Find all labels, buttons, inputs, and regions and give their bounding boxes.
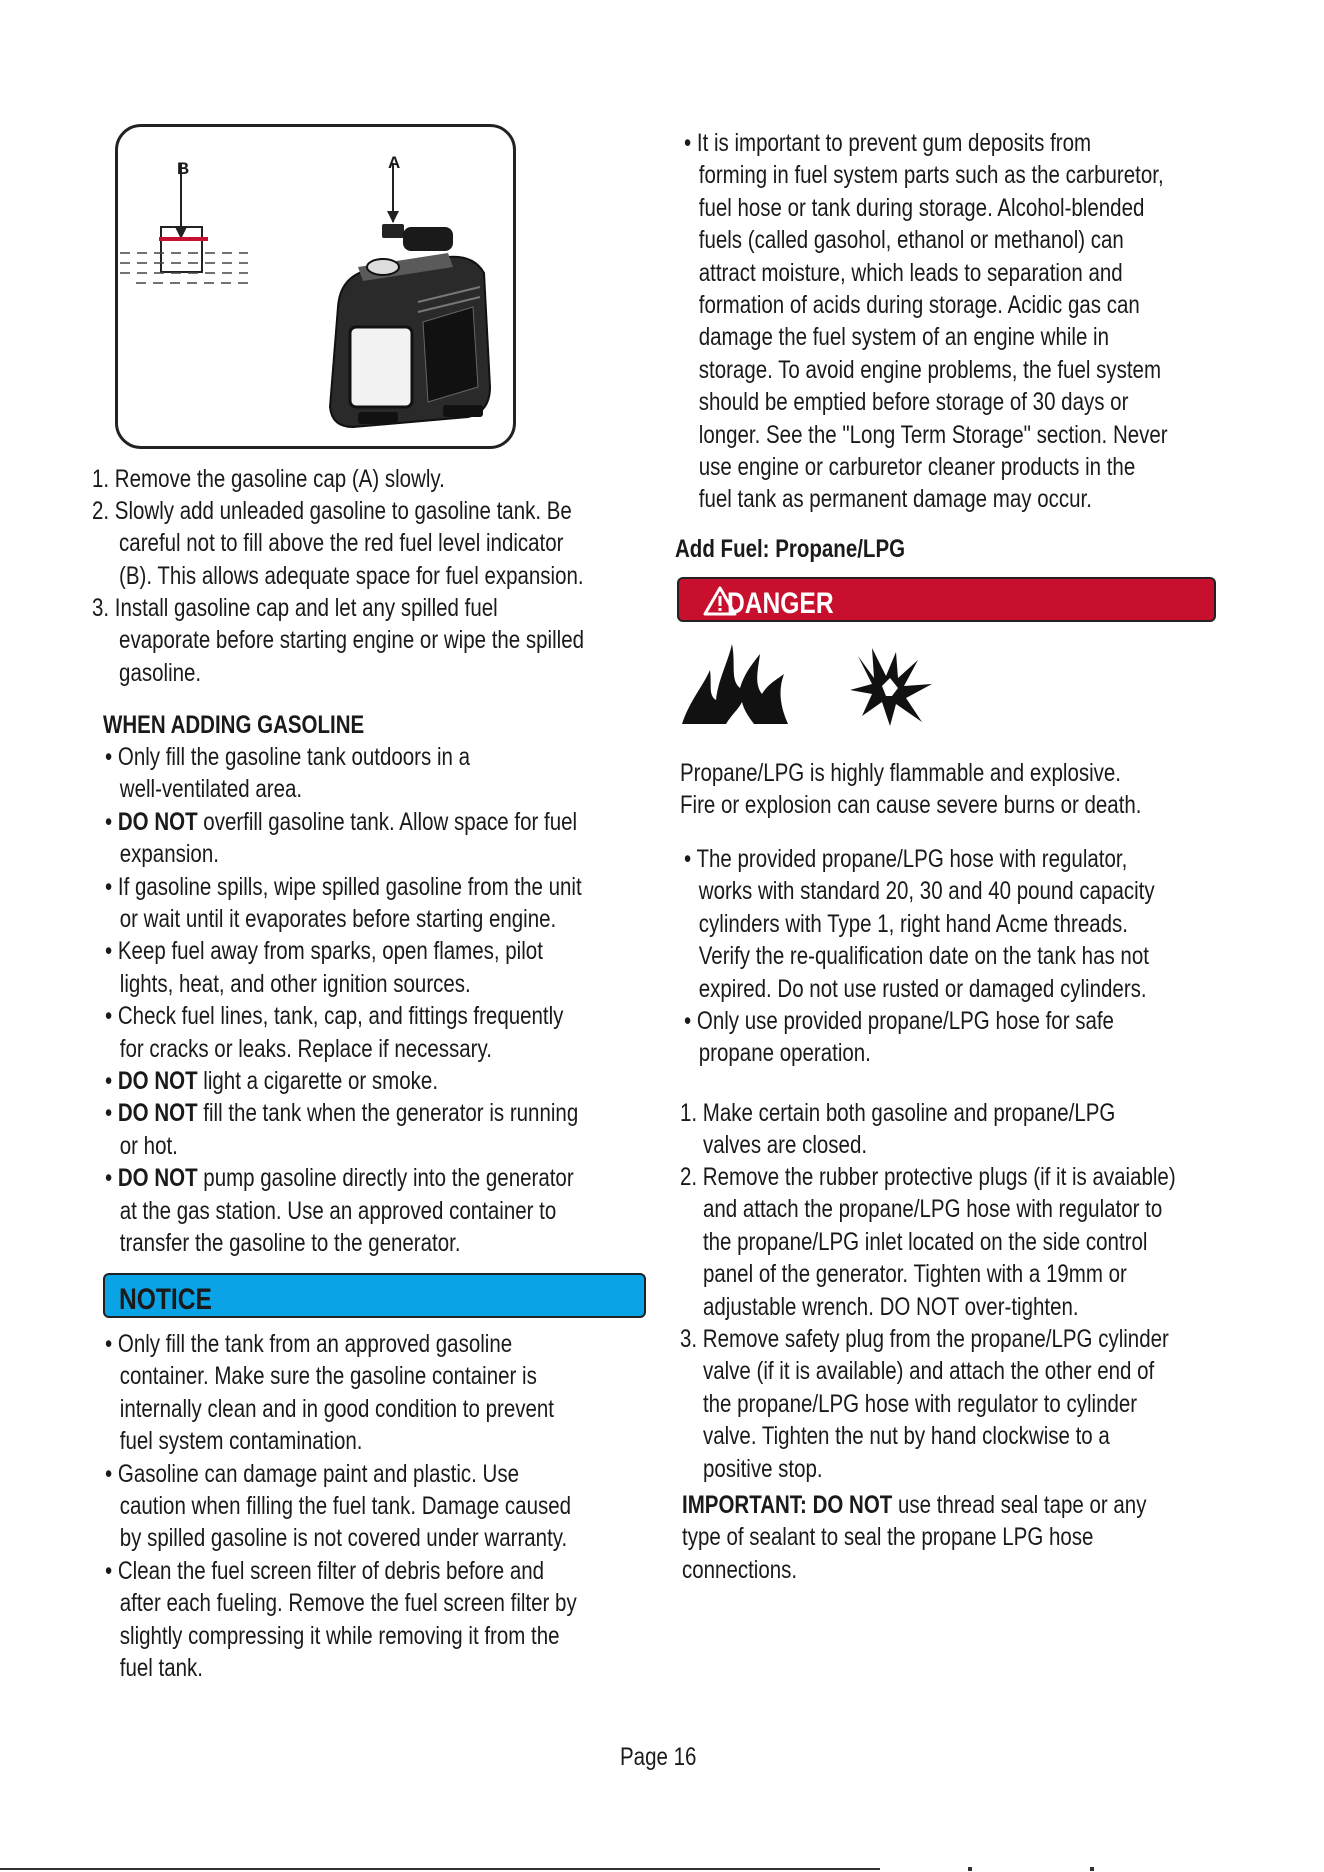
important-line-3: connections. [682,1555,798,1584]
propane-bullets [684,843,1155,1070]
warning-line-1: Propane/LPG is highly flammable and explosive. [680,759,1121,787]
propane-step-2 [680,1161,1176,1323]
notice-bullet-1-line-3: internally clean and in good condition to prevent [119,1394,554,1423]
gas-bullet-3-line-2: or wait until it evaporates before starting engine. [119,905,557,934]
bottom-dot [968,1867,972,1871]
step-3-line-3: gasoline. [119,658,202,687]
gum-line-4: fuels (called gasohol, ethanol or methanol) can [698,226,1124,255]
label-b: B [177,159,190,178]
gas-bullet-4-line-1: • Keep fuel away from sparks, open flames, pilot [105,937,543,966]
important-note [682,1489,1146,1586]
propane-step-2-line-3: the propane/LPG inlet located on the side control [702,1227,1148,1256]
important-line-2: type of sealant to seal the propane LPG hose [682,1523,1094,1552]
explosion-icon [848,646,934,728]
gas-bullet-2-rest: overfill gasoline tank. Allow space for fuel [197,807,578,836]
gum-line-3: fuel hose or tank during storage. Alcohol-blended [698,193,1145,222]
notice-bullet-1-line-1: • Only fill the tank from an approved gasoline [105,1330,513,1358]
step-2-line-3: (B). This allows adequate space for fuel expansion. [119,561,584,590]
propane-step-3-line-4: valve. Tighten the nut by hand clockwise to a [702,1422,1110,1451]
do-not-strong: DO NOT [117,1067,198,1096]
gas-bullet-4-line-2: lights, heat, and other ignition sources. [119,969,471,998]
gas-bullet-1-line-1: • Only fill the gasoline tank outdoors in a [105,743,471,771]
gum-line-2: forming in fuel system parts such as the carburetor, [698,161,1164,190]
gum-deposits-bullet [684,127,1168,516]
gas-bullet-1-line-2: well-ventilated area. [119,775,303,804]
gas-bullet-6-rest: light a cigarette or smoke. [197,1067,439,1096]
propane-bullet-2-line-1: • Only use provided propane/LPG hose for safe [684,1007,1114,1036]
do-not-strong: DO NOT [117,1164,198,1193]
bottom-dot [1090,1867,1094,1871]
propane-step-2-line-4: panel of the generator. Tighten with a 19mm or [702,1260,1127,1289]
notice-bullet-2-line-3: by spilled gasoline is not covered under warranty. [119,1524,568,1553]
notice-bullet-3-line-1: • Clean the fuel screen filter of debris before and [105,1556,545,1585]
propane-heading: Add Fuel: Propane/LPG [675,535,906,563]
propane-bullet-1-line-1: • The provided propane/LPG hose with regulator, [684,845,1128,873]
gum-line-5: attract moisture, which leads to separation and [698,258,1123,287]
gas-bullet-8-line-2: at the gas station. Use an approved container to [119,1196,557,1225]
propane-bullet-1-line-2: works with standard 20, 30 and 40 pound capacity [698,877,1155,906]
do-not-strong: DO NOT [117,1099,198,1128]
step-1 [92,463,445,495]
gum-line-6: formation of acids during storage. Acidic gas can [698,291,1140,320]
notice-bullet-3-line-3: slightly compressing it while removing it from the [119,1621,560,1650]
notice-bullet-1-line-2: container. Make sure the gasoline container is [119,1362,537,1391]
gum-line-8: storage. To avoid engine problems, the fuel system [698,355,1162,384]
important-rest: use thread seal tape or any [892,1491,1147,1519]
danger-label: DANGER [727,587,834,620]
step-2 [92,495,584,592]
propane-step-1-line-2: valves are closed. [702,1131,868,1160]
notice-bullet-2-line-2: caution when filling the fuel tank. Damage caused [119,1492,572,1521]
fuel-fill-figure [115,124,516,449]
gum-line-1: • It is important to prevent gum deposits from [684,129,1092,157]
step-3-line-1: 3. Install gasoline cap and let any spilled fuel [92,594,498,622]
notice-bullet-2-line-1: • Gasoline can damage paint and plastic. Use [105,1459,520,1488]
gum-line-10: longer. See the "Long Term Storage" section. Never [698,420,1168,449]
gum-line-9: should be emptied before storage of 30 days or [698,388,1129,417]
page-number: Page 16 [620,1743,697,1771]
step-2-line-1: 2. Slowly add unleaded gasoline to gasoline tank. Be [92,497,572,525]
propane-step-3-line-2: valve (if it is available) and attach the other end of [702,1357,1155,1386]
danger-banner [677,577,1216,622]
gas-bullet-5-line-2: for cracks or leaks. Replace if necessary. [119,1034,492,1063]
gum-line-7: damage the fuel system of an engine while in [698,323,1110,352]
notice-bullet-3-line-4: fuel tank. [119,1654,203,1683]
gas-bullet-3-line-1: • If gasoline spills, wipe spilled gasoline from the unit [105,872,582,901]
when-adding-heading: WHEN ADDING GASOLINE [103,711,365,739]
propane-step-3 [680,1323,1169,1485]
fire-icon [680,640,790,726]
important-strong: IMPORTANT: DO NOT [682,1491,893,1519]
gas-bullets [105,741,582,1260]
bottom-rule [0,1868,880,1870]
propane-step-1 [680,1097,1115,1162]
gas-bullet-2: • DO NOT overfill gasoline tank. Allow space for fuel [105,807,578,836]
propane-bullet-2-line-2: propane operation. [698,1039,871,1068]
step-3 [92,592,584,689]
gas-bullet-2-line-2: expansion. [119,840,219,869]
step-3-line-2: evaporate before starting engine or wipe the spilled [119,626,585,655]
gas-bullet-8: • DO NOT pump gasoline directly into the generator [105,1164,574,1193]
notice-bullet-3-line-2: after each fueling. Remove the fuel screen filter by [119,1589,577,1618]
gas-bullet-7: • DO NOT fill the tank when the generator is running [105,1099,579,1128]
gum-line-11: use engine or carburetor cleaner products in the [698,453,1136,482]
gas-bullet-7-line-2: or hot. [119,1131,178,1160]
step-1-line: 1. Remove the gasoline cap (A) slowly. [92,465,445,493]
propane-bullet-1-line-5: expired. Do not use rusted or damaged cylinders. [698,974,1147,1003]
propane-warning [680,757,1142,822]
propane-step-3-line-1: 3. Remove safety plug from the propane/LPG cylinder [680,1325,1169,1353]
propane-step-2-line-1: 2. Remove the rubber protective plugs (if it is avaiable) [680,1163,1176,1191]
propane-step-3-line-5: positive stop. [702,1454,823,1483]
do-not-strong: DO NOT [117,807,198,836]
gum-line-12: fuel tank as permanent damage may occur. [698,485,1092,514]
gas-bullet-8-rest: pump gasoline directly into the generator [197,1164,574,1193]
gas-bullet-6: • DO NOT light a cigarette or smoke. [105,1067,439,1096]
propane-step-3-line-3: the propane/LPG hose with regulator to cylinder [702,1389,1138,1418]
propane-step-2-line-5: adjustable wrench. DO NOT over-tighten. [702,1292,1079,1321]
notice-bullets [105,1328,577,1684]
gas-bullet-7-rest: fill the tank when the generator is running [197,1099,579,1128]
gas-bullet-8-line-3: transfer the gasoline to the generator. [119,1229,461,1258]
label-a: A [388,153,401,172]
propane-bullet-1-line-4: Verify the re-qualification date on the tank has not [698,942,1149,971]
step-2-line-2: careful not to fill above the red fuel level indicator [119,529,564,558]
important-line-1 [682,1489,1146,1521]
propane-bullet-1-line-3: cylinders with Type 1, right hand Acme threads. [698,909,1128,938]
notice-banner [103,1273,646,1318]
notice-label: NOTICE [119,1283,212,1316]
propane-step-2-line-2: and attach the propane/LPG hose with regulator to [702,1195,1163,1224]
warning-line-2: Fire or explosion can cause severe burns or death. [680,791,1142,820]
notice-bullet-1-line-4: fuel system contamination. [119,1427,363,1456]
propane-step-1-line-1: 1. Make certain both gasoline and propane/LPG [680,1099,1116,1127]
gas-bullet-5-line-1: • Check fuel lines, tank, cap, and fittings frequently [105,1002,564,1031]
